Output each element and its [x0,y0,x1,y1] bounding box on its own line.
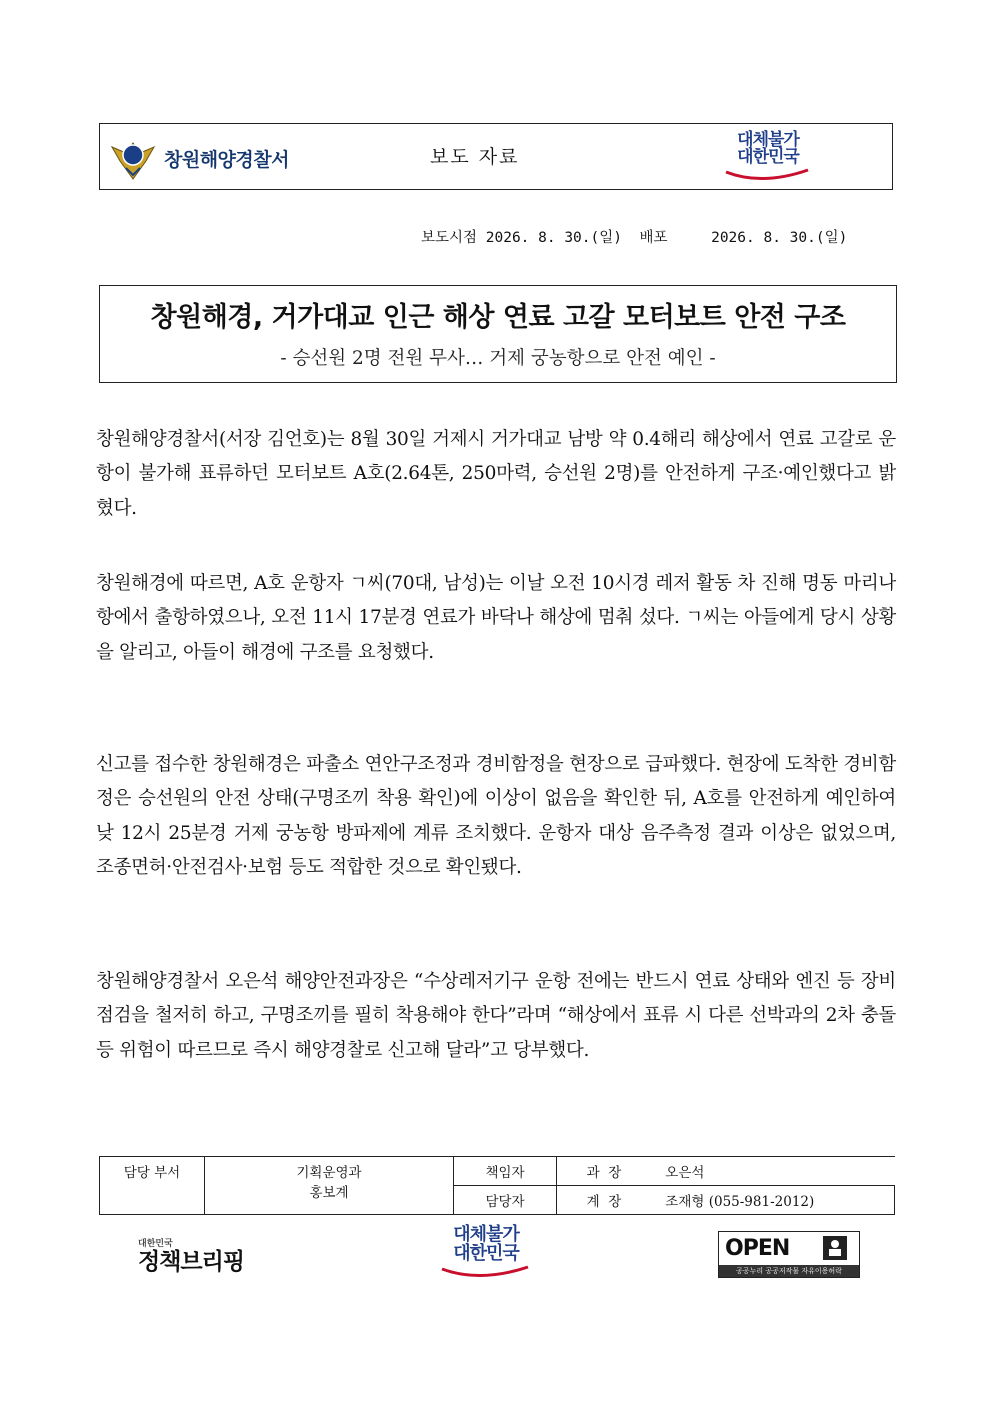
name-responsible: 오은석 [665,1165,705,1181]
body-paragraph-2: 창원해경에 따르면, A호 운항자 ㄱ씨(70대, 남성)는 이날 오전 10시경 레저 활동 차 진해 명동 마리나항에서 출항하였으나, 오전 11시 17분경 연료가 바닥나 해상에 멈춰 섰다. ㄱ씨는 아들에게 당시 상황을 알리고, 아들이 해경에 구조를 요청했다. [96,573,896,663]
contact-row2 [557,1186,895,1215]
headline-subtitle: - 승선원 2명 전원 무사… 거제 궁농항으로 안전 예인 - [280,348,716,369]
open-license-badge [718,1231,860,1278]
press-header [99,123,893,190]
headline-title: 창원해경, 거가대교 인근 해상 연료 고갈 모터보트 안전 구조 [150,302,846,333]
dept-line1: 기획운영과 [296,1165,362,1181]
body-paragraph-4: 창원해양경찰서 오은석 해양안전과장은 “수상레저기구 운항 전에는 반드시 연료 상태와 엔진 등 장비 점검을 철저히 하고, 구명조끼를 필히 착용해야 한다”라며 “해상에서 표류 시 다른 선박과의 2차 충돌 등 위험이 따르므로 즉시 해양경찰로 신고해 달라”고 당부했다. [96,971,896,1061]
policy-briefing-logo [138,1236,244,1275]
contact-row1 [557,1157,895,1186]
contact-table [99,1156,895,1215]
org-logo [110,136,289,180]
body-paragraph-3: 신고를 접수한 창원해경은 파출소 연안구조정과 경비함정을 현장으로 급파했다. 현장에 도착한 경비함정은 승선원의 안전 상태(구명조끼 착용 확인)에 이상이 없음을 확인한 뒤, A호를 안전하게 예인하여 낮 12시 25분경 거제 궁농항 방파제에 계류 조치했다. 운항자 대상 음주측정 결과 이상은 없었으며, 조종면허·안전검사·보험 등도 적합한 것으로 확인됐다. [96,754,896,878]
coast-guard-emblem-icon [110,135,156,181]
dept-value [205,1157,454,1215]
org-name: 창원해양경찰서 [164,148,289,171]
release-date-line: 보도시점 2026. 8. 30.(일) 배포 2026. 8. 30.(일) [421,230,848,246]
role-contact: 담당자 [454,1186,557,1215]
doc-type-title: 보도 자료 [430,146,520,168]
name-contact: 조재형 (055-981-2012) [665,1194,815,1210]
title-contact: 계 장 [586,1194,622,1210]
role-responsible: 책임자 [454,1157,557,1186]
policy-briefing-small: 대한민국 [138,1239,173,1249]
footer-slogan-line1: 대체불가 [453,1224,519,1245]
slogan-line1: 대체불가 [737,130,799,150]
slogan-logo [722,132,814,184]
slogan-swoosh-icon [722,168,814,184]
dept-label: 담당 부서 [100,1157,205,1215]
footer-slogan-line2: 대한민국 [453,1243,519,1264]
policy-briefing-text: 정책브리핑 [138,1249,245,1275]
title-responsible: 과 장 [586,1165,622,1181]
open-caption: 공공누리 공공저작물 자유이용허락 [719,1265,859,1277]
headline-box [99,285,897,383]
slogan-line2: 대한민국 [737,147,799,167]
body-paragraph-1: 창원해양경찰서(서장 김언호)는 8월 30일 거제시 거가대교 남방 약 0.4해리 해상에서 연료 고갈로 운항이 불가해 표류하던 모터보트 A호(2.64톤, 250마력, 승선원 2명)를 안전하게 구조·예인했다고 밝혔다. [96,429,896,519]
footer-slogan-swoosh-icon [438,1265,534,1281]
dept-line2: 홍보계 [309,1185,349,1201]
footer-slogan-logo [438,1225,534,1281]
open-label: OPEN [725,1236,790,1261]
person-attribution-icon [823,1236,847,1260]
